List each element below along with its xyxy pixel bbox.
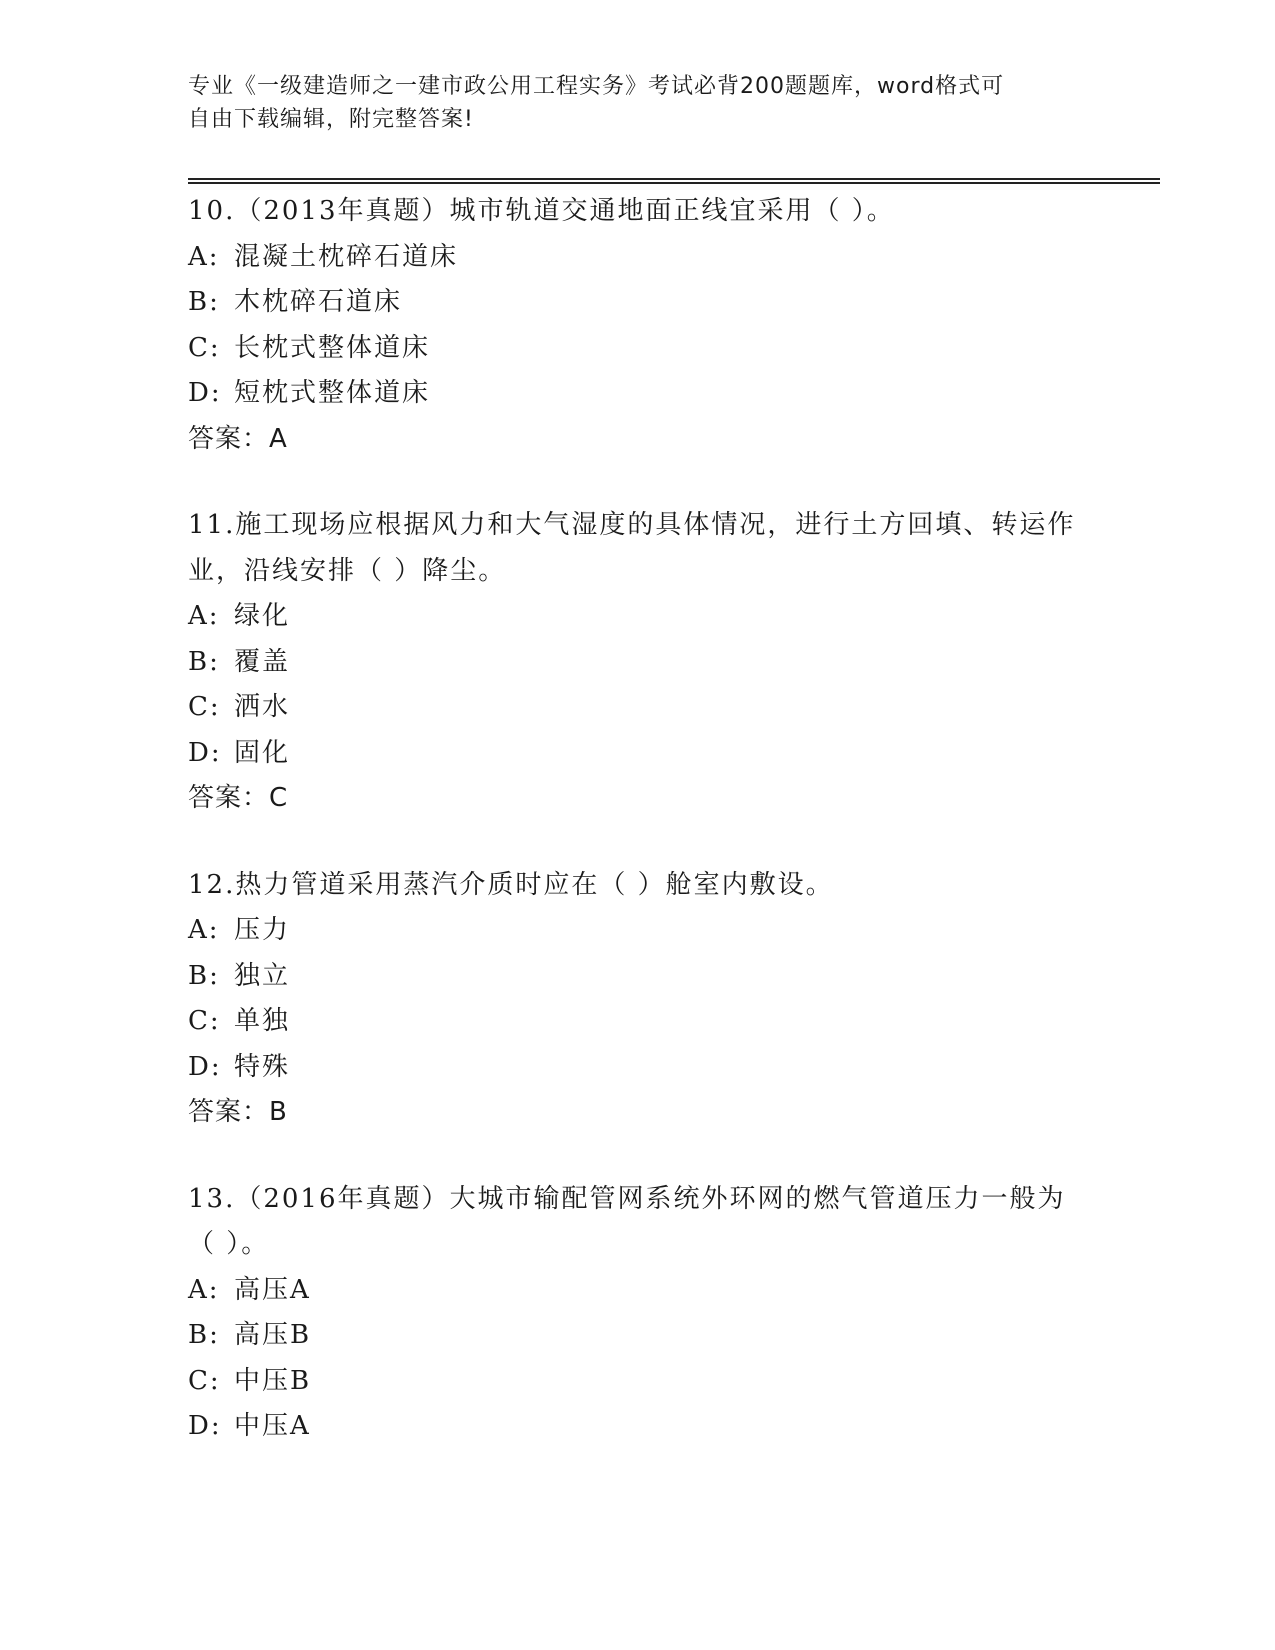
option-letter: B: — [188, 1320, 220, 1350]
option-text: 木枕碎石道床 — [234, 287, 403, 317]
option-letter: A: — [188, 915, 220, 945]
option-d — [188, 731, 1088, 777]
option-letter: C: — [188, 1365, 221, 1396]
option-letter: D: — [188, 737, 222, 768]
option-b — [188, 640, 1088, 686]
option-text: 中压B — [234, 1365, 312, 1396]
option-text: 固化 — [234, 737, 291, 768]
option-text: 特殊 — [234, 1051, 291, 1082]
option-d — [188, 371, 1088, 417]
option-letter: C: — [188, 1006, 221, 1036]
option-b — [188, 1313, 1088, 1359]
option-a — [188, 1268, 1088, 1314]
question-stem: 10.（2013年真题）城市轨道交通地面正线宜采用（ ）。 — [188, 196, 895, 226]
option-c — [188, 326, 1088, 372]
option-text: 中压A — [234, 1411, 311, 1441]
option-c — [188, 685, 1088, 731]
option-c — [188, 999, 1088, 1045]
option-letter: A: — [188, 601, 220, 631]
option-letter: C: — [188, 692, 221, 722]
header-double-rule — [188, 178, 1160, 184]
answer-line: 答案：A — [188, 423, 288, 454]
question-stem: 12.热力管道采用蒸汽介质时应在（ ）舱室内敷设。 — [188, 869, 834, 900]
question-stem: 11.施工现场应根据风力和大气湿度的具体情况，进行土方回填、转运作业，沿线安排（ ）降尘。 — [188, 510, 1076, 586]
option-text: 压力 — [234, 915, 291, 945]
option-text: 高压A — [234, 1274, 311, 1305]
question-item — [188, 863, 1088, 1136]
option-letter: D: — [188, 1411, 222, 1441]
option-text: 混凝土枕碎石道床 — [234, 241, 459, 272]
option-text: 单独 — [234, 1006, 291, 1036]
header-line-1: 专业《一级建造师之一建市政公用工程实务》考试必背200题题库，word格式可 — [188, 74, 1005, 99]
option-text: 覆盖 — [234, 646, 291, 677]
option-letter: B: — [188, 646, 220, 677]
option-text: 长枕式整体道床 — [234, 332, 431, 363]
question-item — [188, 1177, 1088, 1450]
option-a — [188, 235, 1088, 281]
option-d — [188, 1045, 1088, 1091]
option-letter: A: — [188, 241, 220, 272]
option-text: 短枕式整体道床 — [234, 378, 431, 408]
option-letter: C: — [188, 332, 221, 363]
option-text: 高压B — [234, 1320, 312, 1350]
option-letter: D: — [188, 378, 222, 408]
answer-line: 答案：C — [188, 783, 289, 813]
option-letter: A: — [188, 1274, 220, 1305]
question-list — [188, 189, 1088, 1491]
option-text: 独立 — [234, 960, 291, 991]
option-a — [188, 594, 1088, 640]
option-b — [188, 954, 1088, 1000]
question-item — [188, 503, 1088, 822]
option-letter: B: — [188, 287, 220, 317]
question-item — [188, 189, 1088, 462]
option-letter: D: — [188, 1051, 222, 1082]
option-d — [188, 1404, 1088, 1450]
option-c — [188, 1359, 1088, 1405]
option-text: 绿化 — [234, 601, 291, 631]
question-stem: 13.（2016年真题）大城市输配管网系统外环网的燃气管道压力一般为（ ）。 — [188, 1183, 1066, 1259]
option-text: 洒水 — [234, 692, 291, 722]
answer-line: 答案：B — [188, 1097, 288, 1127]
option-a — [188, 908, 1088, 954]
option-b — [188, 280, 1088, 326]
document-header — [188, 70, 1088, 136]
option-letter: B: — [188, 960, 220, 991]
header-line-2: 自由下载编辑，附完整答案! — [188, 107, 474, 132]
